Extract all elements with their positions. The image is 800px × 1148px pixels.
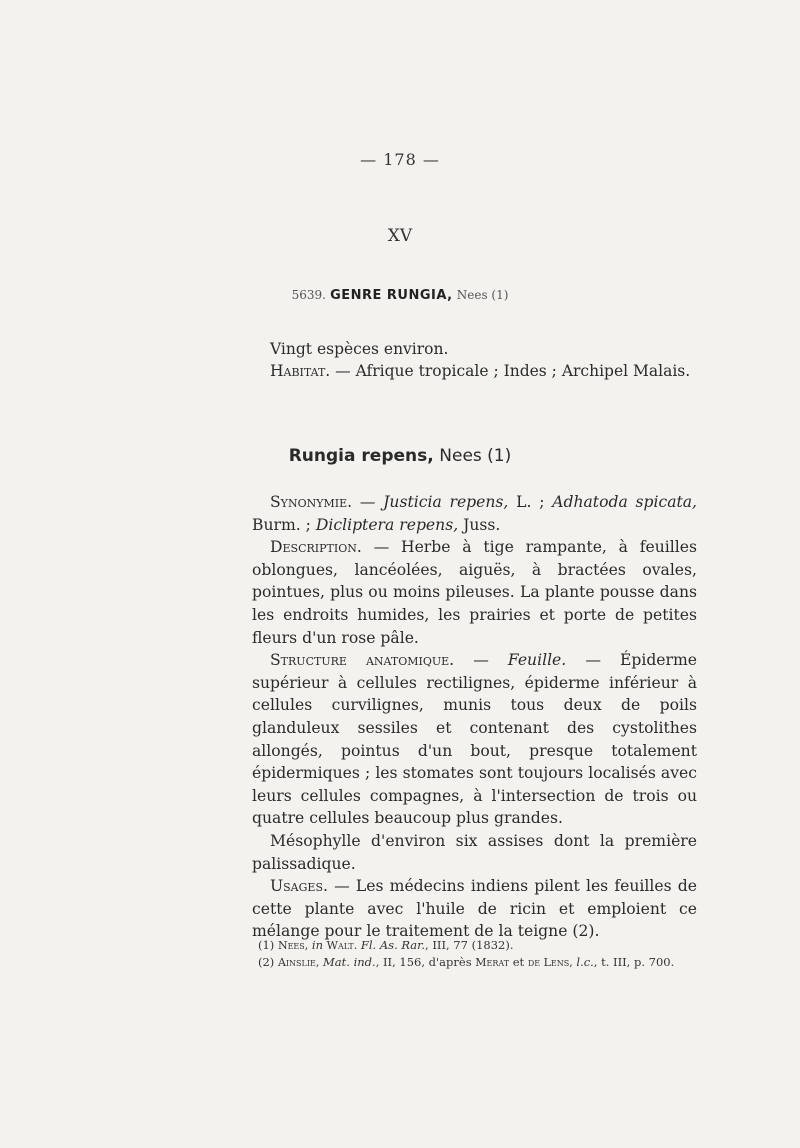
synonym-2-author: Burm. ; xyxy=(252,515,316,534)
footnote-1-number: (1) xyxy=(258,938,278,952)
synonym-3: Dicliptera repens, xyxy=(315,515,459,534)
species-author: Nees (1) xyxy=(439,446,512,466)
footnote-2-lc: l.c. xyxy=(572,955,594,969)
species-count: Vingt espèces environ. xyxy=(270,340,449,358)
footnote-1-author: Nees, xyxy=(277,939,309,952)
footnote-1-walt: Walt. xyxy=(326,939,358,952)
species-body xyxy=(252,491,697,943)
footnote-2-author: Ainslie, xyxy=(277,956,320,969)
habitat-label: Habitat. xyxy=(270,362,331,380)
description-text: — Herbe à tige rampante, à feuilles oblongues, lancéolées, aiguës, à bractées ovales, pointues, plus ou moins pileuses. La plante pousse dans les endroits humides, les prairies et porte de petites fleurs d'un rose pâle. xyxy=(252,538,697,647)
footnote-2-delens: de Lens, xyxy=(527,956,573,969)
genus-heading xyxy=(0,288,800,303)
structure-text: — Épiderme supérieur à cellules rectilignes, épiderme inférieur à cellules curvilignes, munis tous deux de poils glanduleux sessiles et contenant des cystolithes allongés, pointus d'un bout, presque totalement épidermiques ; les stomates sont toujours localisés avec leurs cellules compagnes, à l'intersection de trois ou quatre cellules beaucoup plus grandes. xyxy=(252,651,698,828)
genus-intro xyxy=(252,338,697,382)
structure-dash: — xyxy=(454,651,508,670)
synonym-2: Adhatoda spicata, xyxy=(552,493,698,511)
usages-text: — Les médecins indiens pilent les feuilles de cette plante avec l'huile de ricin et emploient ce mélange pour le traitement de la teigne (2). xyxy=(252,877,697,941)
description-paragraph xyxy=(252,536,697,649)
footnote-2-mid: , II, 156, d'après xyxy=(375,955,476,969)
footnote-1-in: in xyxy=(308,938,327,952)
footnote-2-work: Mat. ind. xyxy=(319,955,376,969)
habitat-text: — Afrique tropicale ; Indes ; Archipel Malais. xyxy=(330,362,691,380)
synonym-1-author: L. ; xyxy=(508,493,553,511)
genus-author: Nees (1) xyxy=(456,288,509,302)
description-label: Description. xyxy=(270,538,362,557)
feuille-label: Feuille. xyxy=(507,651,567,670)
footnote-2-number: (2) xyxy=(258,955,278,969)
species-heading xyxy=(0,446,800,466)
species-name: Rungia repens, xyxy=(288,446,434,466)
footnote-2 xyxy=(258,954,703,971)
synonymy-label: Synonymie. xyxy=(270,493,353,511)
genus-name: GENRE RUNGIA, xyxy=(330,288,453,303)
mesophylle-paragraph: Mésophylle d'environ six assises dont la première palissadique. xyxy=(252,831,697,873)
usages-label: Usages. xyxy=(270,877,328,896)
structure-paragraph xyxy=(252,649,697,830)
footnotes xyxy=(258,937,703,971)
chapter-numeral: XV xyxy=(387,226,413,246)
synonym-1: Justicia repens, xyxy=(383,493,509,511)
genus-number: 5639. xyxy=(291,288,326,302)
habitat-paragraph xyxy=(252,360,697,382)
synonym-3-author: Juss. xyxy=(458,515,501,534)
footnote-1-work: Fl. As. Rar. xyxy=(357,938,426,952)
page-number: — 178 — xyxy=(360,150,440,169)
footnote-1-rest: , III, 77 (1832). xyxy=(425,938,514,952)
structure-label: Structure anatomique. xyxy=(270,651,455,670)
footnote-1 xyxy=(258,937,703,954)
footnote-2-et: et xyxy=(509,955,528,969)
usages-paragraph xyxy=(252,875,697,943)
footnote-2-merat: Merat xyxy=(475,956,510,969)
synonymy-dash: — xyxy=(352,493,384,511)
synonymy-paragraph xyxy=(252,491,697,536)
footnote-2-rest: , t. III, p. 700. xyxy=(593,955,675,969)
